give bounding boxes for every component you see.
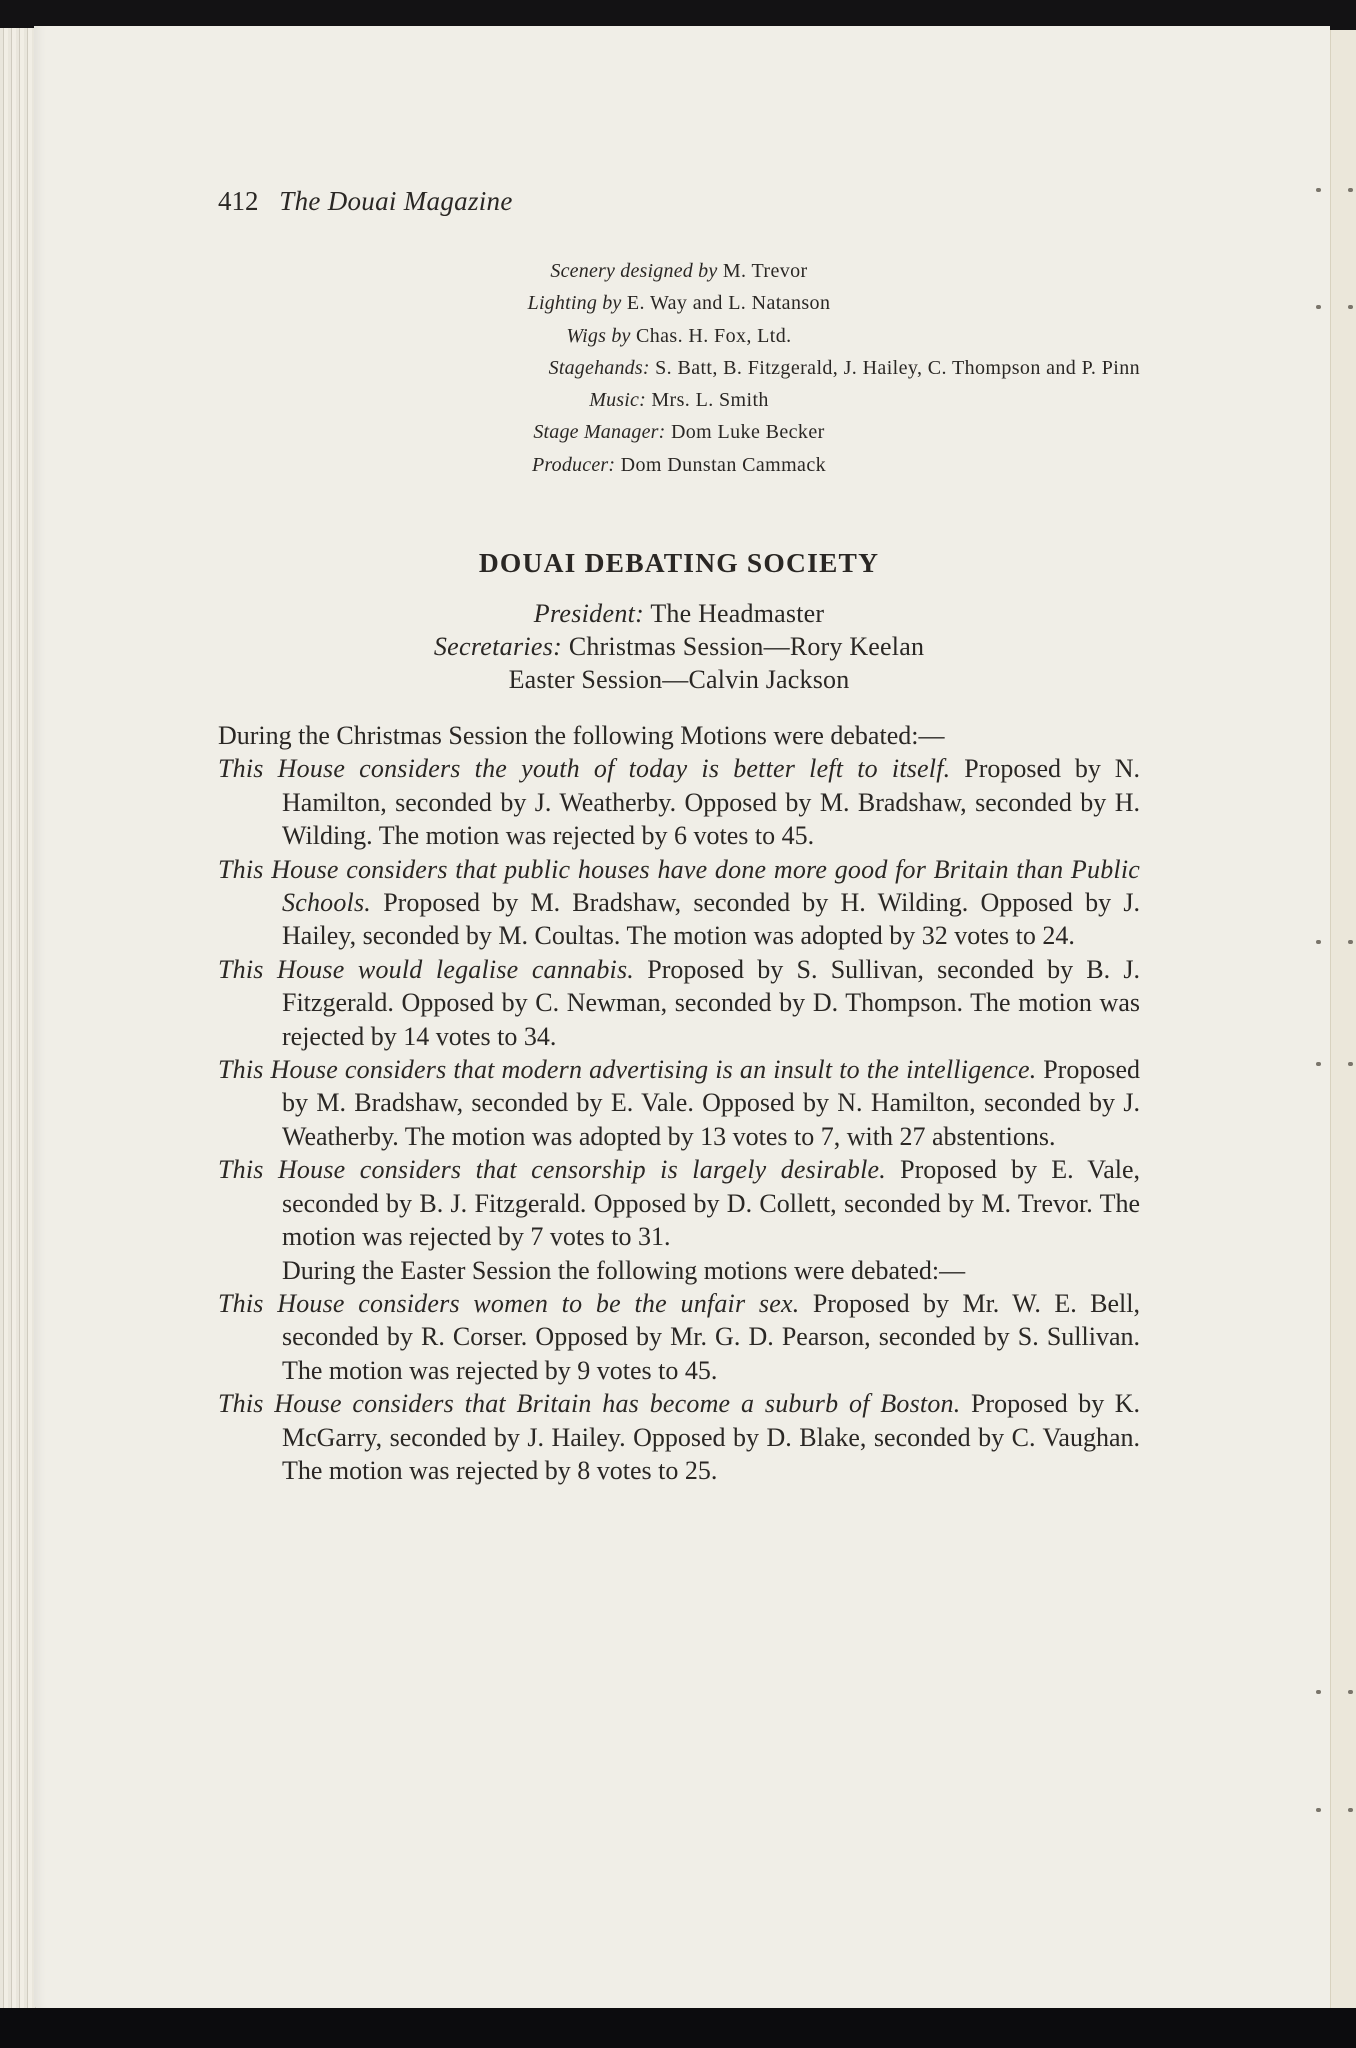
- motion-entry: [218, 1287, 1140, 1387]
- binding-hole-mark: [1316, 305, 1321, 309]
- motion-title: This House considers that Britain has become a suburb of Boston.: [218, 1389, 961, 1419]
- motion-entry: [218, 853, 1140, 953]
- credit-line: [218, 352, 1140, 384]
- motion-details: Proposed by Mr. W. E. Bell, seconded by R. Corser. Opposed by Mr. G. D. Pearson, seconded by S. Sullivan. The motion was rejected by 9 votes to 45.: [282, 1288, 1140, 1385]
- page-number: 412: [218, 186, 259, 216]
- credit-line: [218, 449, 1140, 481]
- motion-details: Proposed by M. Bradshaw, seconded by E. Vale. Opposed by N. Hamilton, seconded by J. Weatherby. The motion was adopted by 13 votes to 7, with 27 abstentions.: [282, 1055, 1140, 1151]
- credit-role: Lighting by: [527, 292, 622, 315]
- credit-name: Dom Luke Becker: [670, 421, 825, 444]
- motion-title: This House considers women to be the unfair sex.: [218, 1288, 800, 1318]
- credit-name: E. Way and L. Natanson: [626, 292, 831, 315]
- motion-details: Proposed by N. Hamilton, seconded by J. Weatherby. Opposed by M. Bradshaw, seconded by H. Wilding. The motion was rejected by 6 votes to 45.: [282, 754, 1141, 851]
- binding-hole-mark: [1316, 1062, 1321, 1066]
- motion-title: This House would legalise cannabis.: [218, 954, 634, 984]
- binding-hole-mark: [1348, 1062, 1353, 1066]
- scan-bottom-background: [0, 2008, 1356, 2048]
- magazine-title: The Douai Magazine: [279, 186, 513, 216]
- section-heading: DOUAI DEBATING SOCIETY: [478, 547, 880, 578]
- credit-line: [218, 384, 1140, 416]
- credit-name: S. Batt, B. Fitzgerald, J. Hailey, C. Thompson and P. Pinn: [655, 356, 1140, 379]
- credit-line: [218, 287, 1140, 319]
- motion-title: This House considers that public houses have done more good for Britain than Public Schools.: [218, 854, 1140, 918]
- credit-name: M. Trevor: [722, 260, 808, 282]
- binding-hole-mark: [1348, 1690, 1353, 1694]
- facing-page-edge: [1330, 30, 1356, 2010]
- credit-name: Dom Dunstan Cammack: [620, 453, 827, 476]
- production-credits: [218, 255, 1140, 481]
- credit-role: Scenery designed by: [550, 260, 718, 282]
- secretaries-label: Secretaries:: [433, 632, 563, 661]
- secretary-christmas: Christmas Session—Rory Keelan: [568, 632, 925, 661]
- motion-entry: [218, 752, 1140, 852]
- running-head: [218, 184, 513, 218]
- motion-title: This House considers that modern advertising is an insult to the intelligence.: [218, 1055, 1037, 1085]
- credit-name: Chas. H. Fox, Ltd.: [636, 324, 792, 347]
- president-line: [218, 597, 1140, 630]
- motion-entry: [218, 1153, 1140, 1253]
- credit-role: Wigs by: [566, 324, 631, 347]
- motion-details: Proposed by K. McGarry, seconded by J. Hailey. Opposed by D. Blake, seconded by C. Vaughan. The motion was rejected by 8 votes to 25.: [282, 1389, 1140, 1485]
- binding-hole-mark: [1348, 305, 1353, 309]
- credit-line: [218, 416, 1140, 448]
- credit-name: Mrs. L. Smith: [651, 389, 769, 412]
- secretaries-line: [218, 630, 1140, 663]
- society-officers: [218, 597, 1140, 696]
- motion-title: This House considers that censorship is largely desirable.: [218, 1155, 886, 1185]
- motion-entry: [218, 1387, 1140, 1487]
- credit-role: Stage Manager:: [533, 421, 666, 444]
- christmas-intro: During the Christmas Session the following Motions were debated:—: [218, 721, 945, 750]
- credit-role: Music:: [589, 389, 646, 412]
- article-body: [218, 719, 1140, 1487]
- binding-hole-mark: [1348, 1808, 1353, 1812]
- motion-title: This House considers the youth of today is better left to itself.: [218, 754, 951, 784]
- motion-entry: [218, 953, 1140, 1053]
- motion-details: Proposed by M. Bradshaw, seconded by H. Wilding. Opposed by J. Hailey, seconded by M. Coultas. The motion was adopted by 32 votes to 24.: [282, 888, 1140, 951]
- binding-hole-mark: [1316, 1808, 1321, 1812]
- credit-line: [218, 255, 1140, 287]
- credit-role: Stagehands:: [548, 356, 650, 379]
- motion-details: Proposed by E. Vale, seconded by B. J. Fitzgerald. Opposed by D. Collett, seconded by M. Trevor. The motion was rejected by 7 votes to 31.: [282, 1155, 1140, 1252]
- binding-hole-mark: [1348, 188, 1353, 192]
- president-label: President:: [533, 599, 645, 628]
- binding-hole-mark: [1348, 940, 1353, 944]
- binding-hole-mark: [1316, 188, 1321, 192]
- credit-role: Producer:: [531, 453, 616, 476]
- president-name: The Headmaster: [650, 599, 825, 628]
- easter-intro: During the Easter Session the following motions were debated:—: [282, 1255, 966, 1285]
- binding-hole-mark: [1316, 1690, 1321, 1694]
- motion-entry: [218, 1053, 1140, 1153]
- binding-hole-mark: [1316, 940, 1321, 944]
- credit-line: [218, 320, 1140, 352]
- motion-details: Proposed by S. Sullivan, seconded by B. J. Fitzgerald. Opposed by C. Newman, seconded by D. Thompson. The motion was rejected by 14 votes to 34.: [282, 954, 1141, 1051]
- secretary-easter-line: Easter Session—Calvin Jackson: [508, 665, 850, 694]
